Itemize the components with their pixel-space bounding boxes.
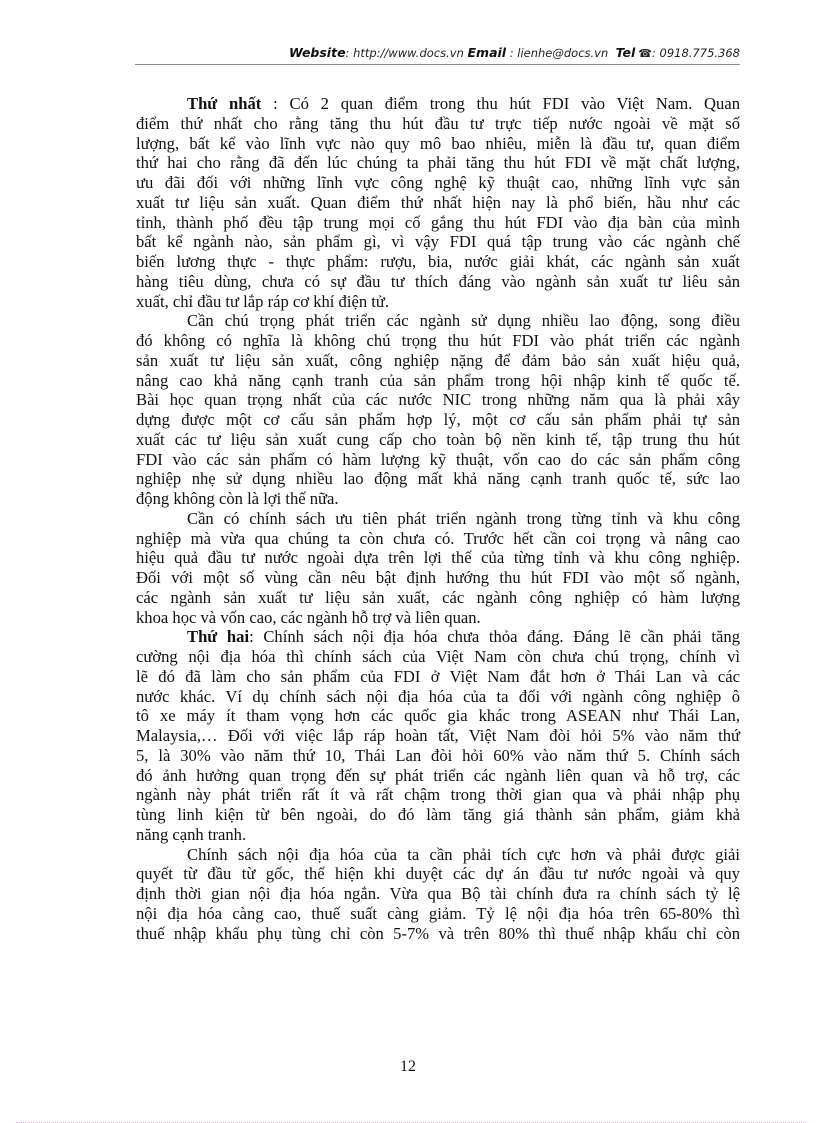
text-line — [136, 371, 740, 391]
text-line — [136, 845, 740, 865]
text-line — [136, 548, 740, 568]
line-text: các ngành sản xuất tư liệu sản xuất, các ngành công nghiệp có hàm lượng — [136, 587, 740, 607]
text-line — [136, 706, 740, 726]
text-line — [136, 489, 740, 509]
line-text: lượng, bất kể vào lĩnh vực nào quy mô bao nhiêu, miễn là đầu tư, quan điểm — [136, 133, 740, 153]
document-body — [136, 94, 740, 943]
text-line — [136, 193, 740, 213]
line-text: nâng cao khả năng cạnh tranh của sản phẩm trong hội nhập kinh tế quốc tế. — [136, 370, 740, 390]
line-text: biến lương thực - thực phẩm: rượu, bia, nước giải khát, các ngành sản xuất — [136, 252, 740, 271]
text-line — [136, 608, 740, 628]
line-text: xuất, chỉ đầu tư lắp ráp cơ khí điện tử. — [136, 291, 390, 311]
phone-icon: ☎ — [638, 47, 652, 60]
text-line — [136, 213, 740, 233]
line-text: tô xe máy ít tham vọng hơn các quốc gia khác trong ASEAN như Thái Lan, — [136, 706, 740, 726]
line-text: ưu đãi đối với những lĩnh vực công nghệ kỹ thuật cao, những lĩnh vực sản — [136, 173, 740, 192]
paragraph-lead: Thứ nhất — [187, 94, 262, 113]
line-text: đó ảnh hưởng quan trọng đến sự phát triển các ngành liên quan và hỗ trợ, các — [136, 765, 740, 785]
text-line — [136, 864, 740, 884]
text-line — [136, 509, 740, 529]
text-line — [136, 232, 740, 252]
line-text: Chính sách nội địa hóa của ta cần phải tích cực hơn và phải được giải — [187, 844, 740, 864]
paragraph — [136, 311, 740, 509]
line-text: sản xuất tư liệu sản xuất, công nghiệp nặng để đảm bảo sản xuất hiệu quả, — [136, 350, 740, 370]
text-line — [136, 647, 740, 667]
line-text: : Có 2 quan điểm trong thu hút FDI vào Việt Nam. Quan — [261, 94, 740, 113]
text-line — [136, 134, 740, 154]
paragraph — [136, 627, 740, 844]
text-line — [136, 390, 740, 410]
line-text: 5, là 30% vào năm thứ 10, Thái Lan đòi hỏi 60% vào năm thứ 5. Chính sách — [136, 745, 740, 765]
paragraph — [136, 94, 740, 311]
text-line — [136, 94, 740, 114]
line-text: thứ hai cho rằng đã đến lúc chúng ta phải tăng thu hút FDI về mặt chất lượng, — [136, 153, 740, 173]
line-text: ngành này phát triển rất ít và rất chậm trong thời gian qua và phải nhập phụ — [136, 785, 740, 805]
text-line — [136, 351, 740, 371]
line-text: quyết từ đầu từ gốc, thể hiện khi duyệt các dự án đầu tư nước ngoài và quy — [136, 864, 740, 884]
line-text: nội địa hóa càng cao, thuế suất càng giảm. Tỷ lệ nội địa hóa trên 65-80% thì — [136, 903, 740, 923]
line-text: : Chính sách nội địa hóa chưa thỏa đáng. Đáng lẽ cần phải tăng — [249, 627, 741, 647]
text-line — [136, 667, 740, 687]
line-text: thuế nhập khẩu phụ tùng chỉ còn 5-7% và trên 80% thì thuế nhập khẩu chỉ còn — [136, 923, 740, 943]
page-number: 12 — [400, 1058, 416, 1075]
line-text: Malaysia,… Đối với việc lắp ráp hoàn tất, Việt Nam đòi hỏi 5% vào năm thứ — [136, 726, 740, 745]
page-header — [135, 44, 740, 65]
line-text: dựng được một cơ cấu sản phẩm hợp lý, một cơ cấu sản phẩm phải tự sản — [136, 410, 740, 429]
line-text: nghiệp nhẹ sử dụng nhiều lao động mất khả năng cạnh tranh quốc tế, sức lao — [136, 469, 740, 489]
text-line — [136, 153, 740, 173]
paragraph-lead: Thứ hai — [187, 627, 250, 647]
text-line — [136, 627, 740, 647]
text-line — [136, 746, 740, 766]
text-line — [136, 292, 740, 312]
text-line — [136, 766, 740, 786]
text-line — [136, 529, 740, 549]
line-text: Cần có chính sách ưu tiên phát triển ngành trong từng tỉnh và khu công — [187, 508, 740, 528]
line-text: Bài học quan trọng nhất của các nước NIC trong những năm qua là phải xây — [136, 390, 740, 410]
line-text: động không còn là lợi thế nữa. — [136, 489, 339, 508]
text-line — [136, 884, 740, 904]
line-text: nước khác. Ví dụ chính sách nội địa hóa của ta đối với ngành công nghiệp ô — [136, 686, 740, 706]
text-line — [136, 726, 740, 746]
line-text: hàng tiêu dùng, chưa có sự đầu tư thích đáng vào ngành sản xuất tư liêu sản — [136, 271, 740, 291]
line-text: cường nội địa hóa thì chính sách của Việt Nam còn chưa chú trọng, chính vì — [136, 647, 740, 666]
text-line — [136, 430, 740, 450]
text-line — [136, 785, 740, 805]
text-line — [136, 469, 740, 489]
email-link[interactable]: : lienhe@docs.vn — [506, 46, 609, 60]
paragraph — [136, 509, 740, 628]
line-text: tỉnh, thành phố đều tập trung mọi cố gắng thu hút FDI vào địa bàn của mình — [136, 212, 740, 232]
line-text: xuất tư liệu sản xuất. Quan điểm thứ nhất hiện nay là phổ biến, hầu như các — [136, 192, 740, 212]
line-text: nghiệp mà vừa qua chúng ta còn chưa có. Trước hết cần coi trọng và nâng cao — [136, 528, 740, 548]
line-text: hiệu quả đầu tư nước ngoài dựa trên lợi thế của từng tỉnh và khu công nghiệp. — [136, 548, 740, 568]
text-line — [136, 588, 740, 608]
paragraph — [136, 845, 740, 944]
text-line — [136, 904, 740, 924]
text-line — [136, 825, 740, 845]
text-line — [136, 450, 740, 470]
text-line — [136, 687, 740, 707]
line-text: lẽ đó đã làm cho sản phẩm của FDI ở Việt Nam đắt hơn ở Thái Lan và các — [136, 666, 740, 686]
line-text: bất kể ngành nào, sản phẩm gì, vì vậy FDI quá tập trung vào các ngành chế — [136, 232, 740, 252]
email-label: Email — [467, 45, 507, 60]
line-text: định thời gian nội địa hóa ngắn. Vừa qua Bộ tài chính đưa ra chính sách tỷ lệ — [136, 884, 740, 903]
tel-number: : 0918.775.368 — [651, 46, 740, 60]
text-line — [136, 924, 740, 944]
line-text: tùng linh kiện từ bên ngoài, do đó làm tăng giá thành sản phẩm, giảm khả — [136, 805, 740, 824]
line-text: đó không có nghĩa là không chú trọng thu hút FDI vào phát triển các ngành — [136, 331, 740, 350]
text-line — [136, 331, 740, 351]
website-label: Website — [288, 45, 346, 60]
text-line — [136, 568, 740, 588]
website-link[interactable]: : http://www.docs.vn — [345, 46, 464, 60]
text-line — [136, 252, 740, 272]
line-text: điểm thứ nhất cho rằng tăng thu hút đầu tư trực tiếp nước ngoài về mặt số — [136, 113, 740, 133]
line-text: Đối với một số vùng cần nêu bật định hướng thu hút FDI vào một số ngành, — [136, 568, 740, 587]
line-text: xuất các tư liệu sản xuất cung cấp cho toàn bộ nền kinh tế, tập trung thu hút — [136, 429, 740, 449]
text-line — [136, 272, 740, 292]
text-line — [136, 114, 740, 134]
tel-label: Tel — [615, 45, 636, 60]
line-text: khoa học và vốn cao, các ngành hỗ trợ và liên quan. — [136, 607, 481, 627]
text-line — [136, 173, 740, 193]
text-line — [136, 410, 740, 430]
text-line — [136, 311, 740, 331]
line-text: Cần chú trọng phát triển các ngành sử dụng nhiều lao động, song điều — [187, 311, 740, 331]
text-line — [136, 805, 740, 825]
line-text: năng cạnh tranh. — [136, 824, 247, 844]
line-text: FDI vào các sản phẩm có hàm lượng kỹ thuật, vốn cao do các sản phẩm công — [136, 449, 740, 469]
